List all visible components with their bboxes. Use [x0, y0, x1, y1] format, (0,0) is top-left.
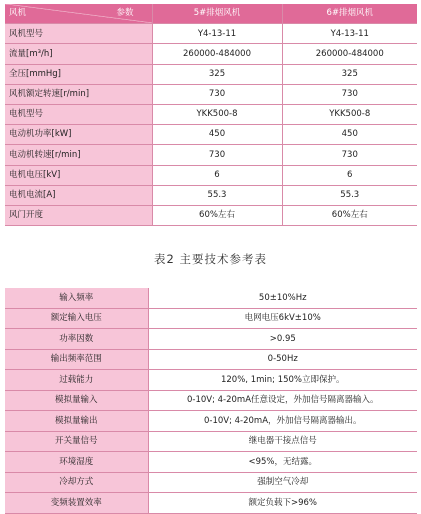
table-row — [5, 452, 417, 473]
table-row — [5, 349, 417, 370]
row-value: 继电器干接点信号 — [148, 431, 417, 452]
row-value: <95%，无结露。 — [148, 452, 417, 473]
row-label: 额定输入电压 — [5, 308, 148, 329]
row-label: 冷却方式 — [5, 472, 148, 493]
row-value-fan5: 730 — [152, 84, 282, 104]
row-value-fan5: 730 — [152, 145, 282, 165]
table-row — [5, 472, 417, 493]
row-value-fan6: 6 — [282, 165, 417, 185]
row-value: 120%, 1min; 150%立即保护。 — [148, 370, 417, 391]
row-value-fan6: 60%左右 — [282, 205, 417, 225]
row-value: 电网电压6kV±10% — [148, 308, 417, 329]
table-row — [5, 411, 417, 432]
header-col-fan6: 6#排烟风机 — [282, 4, 417, 24]
row-value-fan5: Y4-13-11 — [152, 24, 282, 44]
row-value-fan5: 55.3 — [152, 185, 282, 205]
row-label: 过载能力 — [5, 370, 148, 391]
row-value: 50±10%Hz — [148, 288, 417, 308]
table-row — [5, 370, 417, 391]
table-row — [5, 64, 417, 84]
row-value-fan6: Y4-13-11 — [282, 24, 417, 44]
row-label: 电机电压[kV] — [5, 165, 152, 185]
technical-reference-table — [5, 288, 417, 514]
row-value: 强制空气冷却 — [148, 472, 417, 493]
row-label: 电机电流[A] — [5, 185, 152, 205]
table-row — [5, 24, 417, 44]
row-label: 全压[mmHg] — [5, 64, 152, 84]
row-value-fan6: 260000-484000 — [282, 44, 417, 64]
row-label: 电机型号 — [5, 104, 152, 124]
row-value: 0-10V; 4-20mA，外加信号隔离器输出。 — [148, 411, 417, 432]
row-label: 流量[m³/h] — [5, 44, 152, 64]
row-label: 输入频率 — [5, 288, 148, 308]
table-row — [5, 431, 417, 452]
row-label: 变频装置效率 — [5, 493, 148, 514]
row-value-fan5: 60%左右 — [152, 205, 282, 225]
row-label: 风机额定转速[r/min] — [5, 84, 152, 104]
fan-parameters-table — [5, 4, 417, 226]
row-label: 模拟量输入 — [5, 390, 148, 411]
row-value: 额定负载下>96% — [148, 493, 417, 514]
table-row — [5, 205, 417, 225]
row-value: >0.95 — [148, 329, 417, 350]
header-right-label: 参数 — [116, 8, 134, 19]
table-row — [5, 329, 417, 350]
row-value-fan5: 325 — [152, 64, 282, 84]
row-label: 风门开度 — [5, 205, 152, 225]
table-row — [5, 288, 417, 308]
table-caption: 表2 主要技术参考表 — [154, 252, 267, 266]
row-value-fan6: 55.3 — [282, 185, 417, 205]
row-label: 开关量信号 — [5, 431, 148, 452]
row-value-fan6: 325 — [282, 64, 417, 84]
table-row — [5, 493, 417, 514]
table-row — [5, 165, 417, 185]
table-row — [5, 185, 417, 205]
row-label: 输出频率范围 — [5, 349, 148, 370]
table-row — [5, 145, 417, 165]
row-value-fan6: YKK500-8 — [282, 104, 417, 124]
header-left-label: 风机 — [9, 8, 27, 19]
row-value: 0-50Hz — [148, 349, 417, 370]
header-diagonal-cell — [5, 4, 152, 24]
row-label: 电动机功率[kW] — [5, 125, 152, 145]
row-value-fan5: 450 — [152, 125, 282, 145]
header-col-fan5: 5#排烟风机 — [152, 4, 282, 24]
row-label: 风机型号 — [5, 24, 152, 44]
row-value-fan5: YKK500-8 — [152, 104, 282, 124]
row-value-fan5: 260000-484000 — [152, 44, 282, 64]
table-row — [5, 390, 417, 411]
table-row — [5, 84, 417, 104]
table-header-row — [5, 4, 417, 24]
row-value: 0-10V; 4-20mA任意设定，外加信号隔离器输入。 — [148, 390, 417, 411]
row-value-fan6: 450 — [282, 125, 417, 145]
table-row — [5, 308, 417, 329]
table-row — [5, 125, 417, 145]
row-value-fan6: 730 — [282, 145, 417, 165]
row-value-fan6: 730 — [282, 84, 417, 104]
table-row — [5, 104, 417, 124]
row-label: 模拟量输出 — [5, 411, 148, 432]
table-row — [5, 44, 417, 64]
row-value-fan5: 6 — [152, 165, 282, 185]
row-label: 环境湿度 — [5, 452, 148, 473]
row-label: 电动机转速[r/min] — [5, 145, 152, 165]
row-label: 功率因数 — [5, 329, 148, 350]
